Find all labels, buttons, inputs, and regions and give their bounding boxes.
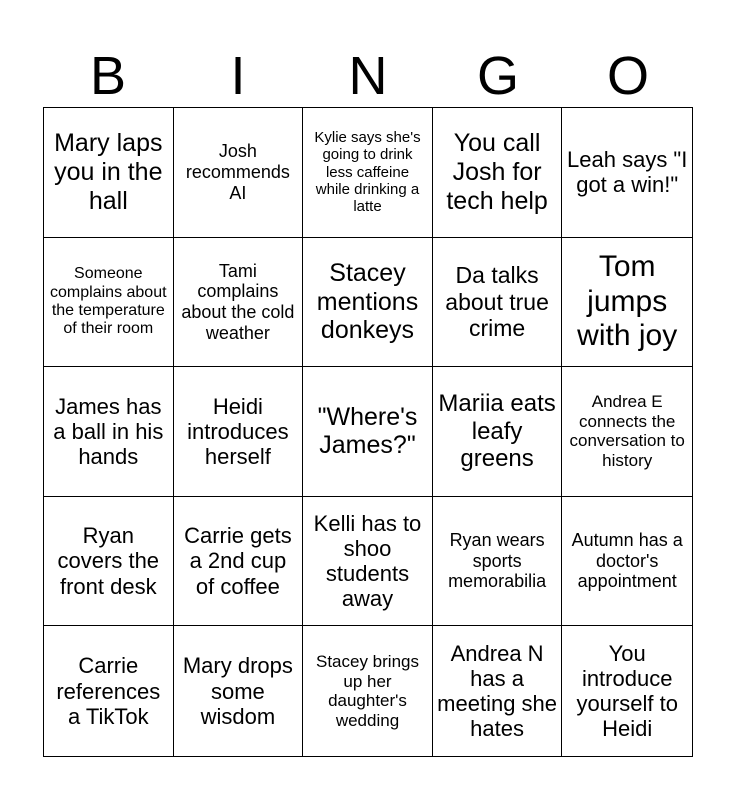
bingo-cell[interactable]: "Where's James?": [303, 367, 433, 497]
bingo-cell[interactable]: Andrea N has a meeting she hates: [433, 626, 563, 756]
bingo-title: [43, 44, 693, 108]
title-letter-g: G: [476, 46, 519, 106]
bingo-cell[interactable]: Mary laps you in the hall: [44, 108, 174, 238]
bingo-cell[interactable]: Tami complains about the cold weather: [174, 238, 304, 368]
bingo-cell[interactable]: You call Josh for tech help: [433, 108, 563, 238]
bingo-cell[interactable]: Stacey mentions donkeys: [303, 238, 433, 368]
bingo-cell[interactable]: Mary drops some wisdom: [174, 626, 304, 756]
bingo-cell[interactable]: Someone complains about the temperature of their room: [44, 238, 174, 368]
bingo-cell[interactable]: Andrea E connects the conversation to history: [562, 367, 692, 497]
bingo-cell[interactable]: Mariia eats leafy greens: [433, 367, 563, 497]
bingo-cell[interactable]: Kelli has to shoo students away: [303, 497, 433, 627]
bingo-cell[interactable]: Carrie references a TikTok: [44, 626, 174, 756]
title-letter-b: B: [89, 46, 127, 106]
bingo-grid: [43, 107, 693, 757]
bingo-cell[interactable]: You introduce yourself to Heidi: [576, 640, 678, 742]
bingo-cell[interactable]: James has a ball in his hands: [44, 367, 174, 497]
bingo-cell[interactable]: Leah says "I got a win!": [562, 108, 692, 238]
bingo-cell[interactable]: Heidi introduces herself: [174, 367, 304, 497]
bingo-cell[interactable]: Ryan covers the front desk: [44, 497, 174, 627]
bingo-cell[interactable]: Kylie says she's going to drink less caffeine while drinking a latte: [303, 108, 433, 238]
bingo-cell[interactable]: Stacey brings up her daughter's wedding: [303, 626, 433, 756]
bingo-cell[interactable]: Ryan wears sports memorabilia: [433, 497, 563, 627]
bingo-cell[interactable]: Josh recommends AI: [174, 108, 304, 238]
title-letter-i: I: [230, 46, 246, 106]
title-letter-n: N: [348, 46, 388, 106]
bingo-cell[interactable]: Autumn has a doctor's appointment: [562, 497, 692, 627]
bingo-cell[interactable]: Carrie gets a 2nd cup of coffee: [174, 497, 304, 627]
title-letter-o: O: [606, 46, 649, 106]
bingo-cell[interactable]: Da talks about true crime: [433, 238, 563, 368]
bingo-cell[interactable]: Tom jumps with joy: [562, 238, 692, 368]
